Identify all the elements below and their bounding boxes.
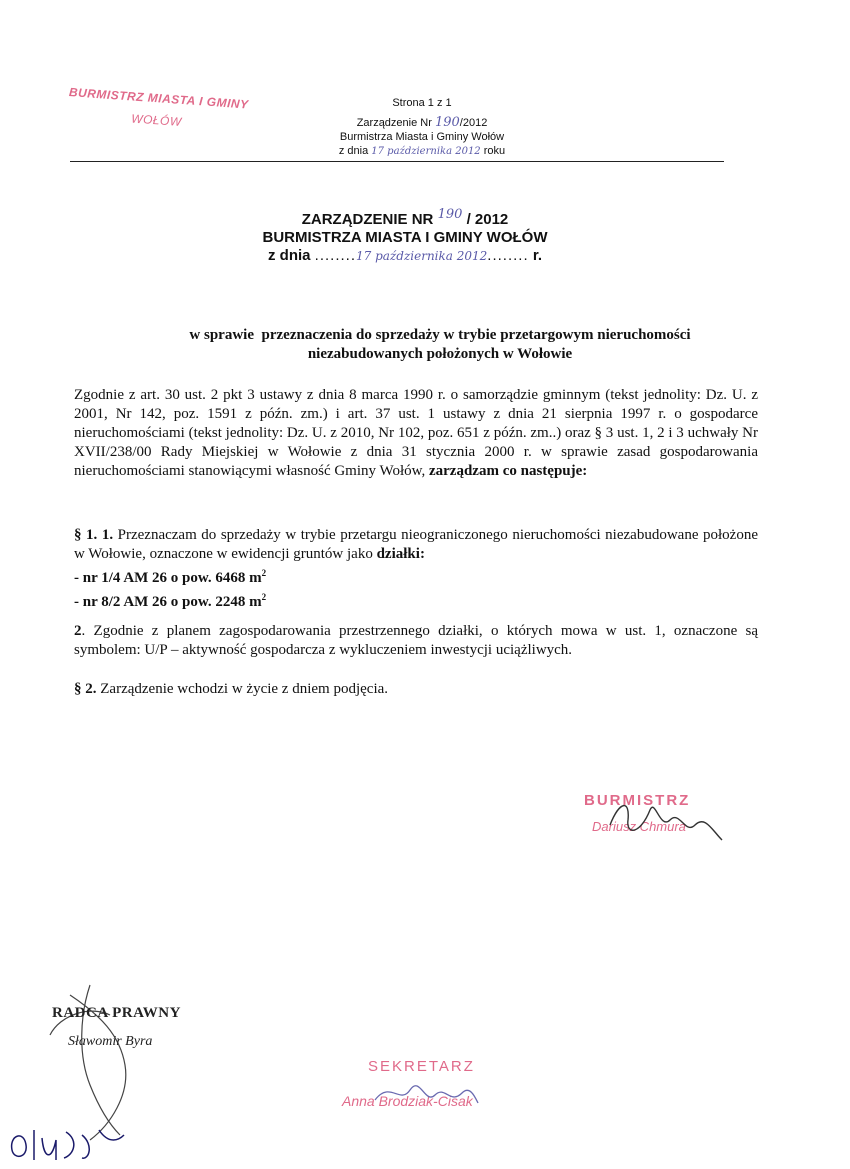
title-date-line xyxy=(230,247,580,265)
reference-date-prefix: z dnia xyxy=(338,145,369,157)
page-label: Strona 1 z 1 xyxy=(392,97,452,109)
plot-item-1 xyxy=(74,564,758,588)
mayor-name: Dariusz Chmura xyxy=(592,819,686,834)
mayor-handwritten-signature xyxy=(600,790,730,850)
reference-line1 xyxy=(312,116,532,130)
plot-1-text: - nr 1/4 AM 26 o pow. 6468 m xyxy=(74,570,262,586)
counsel-name: Sławomir Byra xyxy=(68,1034,153,1049)
plot-2-text: - nr 8/2 AM 26 o pow. 2248 m xyxy=(74,594,262,610)
header-rule xyxy=(70,161,724,162)
mayor-office-stamp xyxy=(67,85,269,135)
reference-handwritten-date: 17 października 2012 xyxy=(371,146,481,157)
document-reference xyxy=(312,96,532,159)
title-dots-left: ........ xyxy=(314,247,357,264)
title-date-suffix: r. xyxy=(532,247,542,264)
subject-line1: w sprawie przeznaczenia do sprzedaży w trybie przetargowym nieruchomości xyxy=(189,327,691,343)
reference-suffix: /2012 xyxy=(459,117,488,129)
section1-paragraph xyxy=(74,526,758,612)
counsel-title: RADCA PRAWNY xyxy=(52,1005,181,1021)
document-title xyxy=(230,206,580,265)
title-dots-right: ........ xyxy=(487,247,529,264)
title-prefix: ZARZĄDZENIE NR xyxy=(301,211,434,228)
reference-line3 xyxy=(312,144,532,159)
subject-line2: niezabudowanych położonych w Wołowie xyxy=(307,346,573,362)
secretary-title: SEKRETARZ xyxy=(368,1058,475,1075)
plot-1-sup: 2 xyxy=(261,568,267,578)
title-line2: BURMISTRZA MIASTA I GMINY WOŁÓW xyxy=(262,229,548,246)
legal-basis-decree: zarządzam co następuje: xyxy=(428,463,588,479)
section1-text: Przeznaczam do sprzedaży w trybie przetargu nieograniczonego nieruchomości niezabudowane położone w Wołowie, oznaczone w ewidencji gruntów jako xyxy=(74,527,759,562)
secretary-name: Anna Brodziak-Cisak xyxy=(342,1093,473,1109)
reference-date-suffix: roku xyxy=(483,145,506,157)
plot-2-sup: 2 xyxy=(261,592,267,602)
section2-number: § 2. xyxy=(74,681,97,697)
stamp-line2: WOŁÓW xyxy=(130,111,183,129)
section1-point2-paragraph xyxy=(74,622,758,660)
title-handwritten-number: 190 xyxy=(437,207,463,222)
legal-basis-text: Zgodnie z art. 30 ust. 2 pkt 3 ustawy z dnia 8 marca 1990 r. o samorządzie gminnym (tekst jednolity: Dz. U. z 2001, Nr 142, poz. 1591 z późn. zm.) i art. 37 ust. 1 ustawy z dnia 21 sierpnia 1997 r. o gospodarce nieruchomościami (tekst jednolity: Dz. U. z 2010, Nr 102, poz. 651 z późn. zm..) oraz § 3 ust. 1, 2 i 3 uchwały Nr XVII/238/00 Rady Miejskiej w Wołowie z dnia 31 stycznia 2000 r. w sprawie zasad gospodarowania nieruchomościami stanowiącymi własność Gminy Wołów, xyxy=(74,387,758,479)
title-line1 xyxy=(230,206,580,229)
section2-paragraph xyxy=(74,680,758,699)
secretary-handwritten-signature xyxy=(370,1075,480,1115)
plot-item-2 xyxy=(74,588,758,612)
title-handwritten-date: 17 października 2012 xyxy=(356,249,488,263)
legal-basis-paragraph xyxy=(74,386,758,481)
section1-plots-label: działki: xyxy=(376,546,425,562)
point2-number: 2 xyxy=(74,623,82,639)
mayor-title: BURMISTRZ xyxy=(584,792,691,809)
counsel-stamp xyxy=(52,1005,181,1050)
initials-mark xyxy=(4,1120,134,1165)
reference-handwritten-number: 190 xyxy=(434,115,460,130)
reference-line2: Burmistrza Miasta i Gminy Wołów xyxy=(339,131,505,143)
title-suffix: / 2012 xyxy=(466,211,509,228)
section1-number: § 1. 1. xyxy=(74,527,114,543)
point2-text: . Zgodnie z planem zagospodarowania przestrzennego działki, o których mowa w ust. 1, oznaczone są symbolem: U/P – aktywność gospodarcza z wykluczeniem inwestycji uciążliwych. xyxy=(74,623,758,658)
section2-text: Zarządzenie wchodzi w życie z dniem podjęcia. xyxy=(96,681,389,697)
document-subject xyxy=(140,326,740,364)
title-date-prefix: z dnia xyxy=(267,247,311,264)
reference-prefix: Zarządzenie Nr xyxy=(356,117,432,129)
stamp-line1: BURMISTRZ MIASTA I GMINY xyxy=(68,85,250,112)
